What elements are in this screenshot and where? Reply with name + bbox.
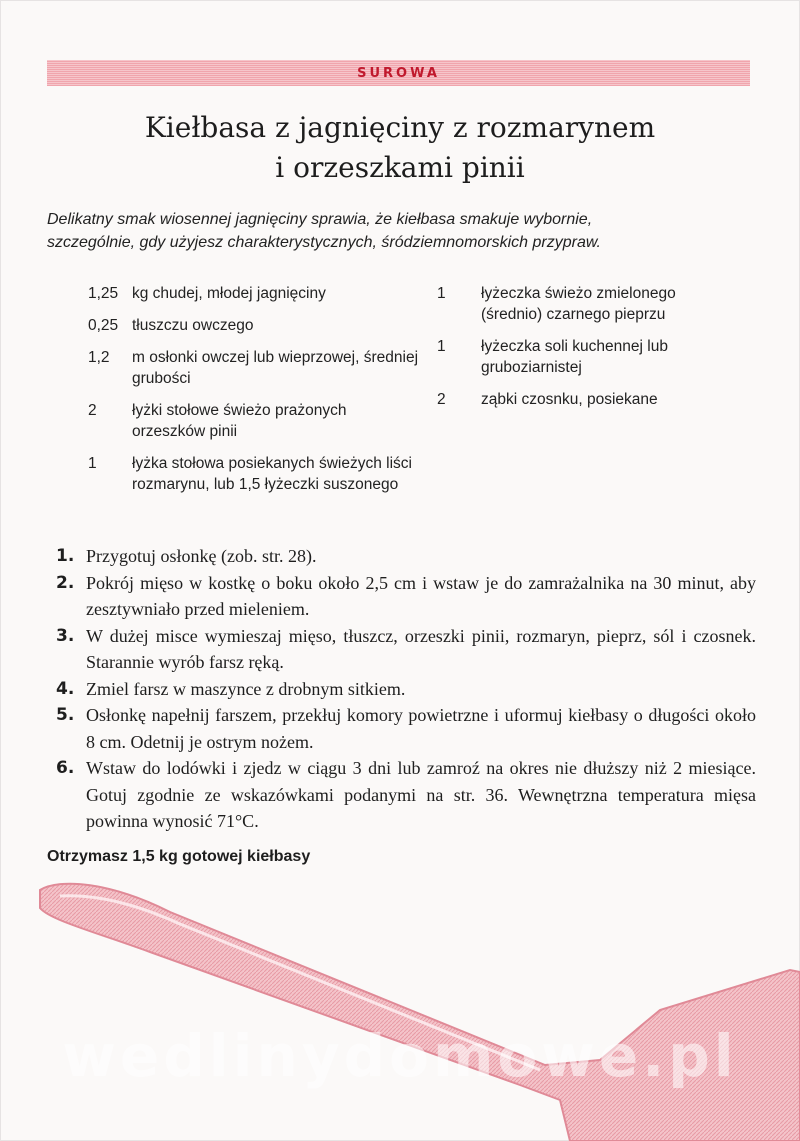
- ingredient-item: [437, 336, 737, 378]
- step-number: 1.: [56, 546, 75, 566]
- step-number: 3.: [56, 625, 75, 646]
- ingredient-qty: 2: [88, 402, 97, 419]
- ingredient-qty: 1,2: [88, 349, 110, 366]
- ingredient-item: [88, 283, 418, 304]
- step-text: Wstaw do lodówki i zjedz w ciągu 3 dni lub zamroź na okres nie dłuższy niż 2 miesiące. Gotuj zgodnie ze wskazówkami podanymi na str. 36. Wewnętrzna temperatura mięsa powinna wynosić 71°C.: [86, 758, 756, 831]
- step-item: [56, 543, 756, 570]
- step-item: [56, 755, 756, 835]
- step-item: [56, 676, 756, 703]
- ingredient-text: kg chudej, młodej jagnięciny: [132, 285, 326, 302]
- step-text: Zmiel farsz w maszynce z drobnym sitkiem.: [86, 678, 406, 699]
- intro-line: szczególnie, gdy użyjesz charakterystycznych, śródziemnomorskich przypraw.: [47, 234, 601, 251]
- ingredient-text: ząbki czosnku, posiekane: [481, 391, 658, 408]
- step-text: Przygotuj osłonkę (zob. str. 28).: [86, 546, 317, 566]
- ingredient-qty: 1: [437, 285, 446, 302]
- step-item: [56, 623, 756, 676]
- ingredient-item: [88, 453, 418, 495]
- step-number: 5.: [56, 705, 75, 725]
- ingredient-item: [437, 283, 737, 325]
- title-line: Kiełbasa z jagnięciny z rozmarynem: [144, 111, 656, 144]
- ingredient-text: łyżka stołowa posiekanych świeżych liści rozmarynu, lub 1,5 łyżeczki suszonego: [132, 455, 412, 493]
- title-line: i orzeszkami pinii: [275, 151, 525, 184]
- recipe-yield: Otrzymasz 1,5 kg gotowej kiełbasy: [47, 848, 311, 865]
- ingredient-text: tłuszczu owczego: [132, 317, 254, 334]
- ingredients-left-column: [88, 283, 418, 506]
- step-number: 2.: [56, 572, 75, 593]
- ingredient-qty: 0,25: [88, 317, 119, 334]
- ingredients-right-column: [437, 283, 737, 421]
- ingredient-text: m osłonki owczej lub wieprzowej, średniej grubości: [132, 349, 419, 387]
- ingredient-qty: 2: [437, 391, 446, 408]
- recipe-intro: [47, 208, 753, 254]
- ingredient-item: [88, 315, 418, 336]
- step-text: Pokrój mięso w kostkę o boku około 2,5 cm i wstaw je do zamrażalnika na 30 minut, aby zesztywniało przed mieleniem.: [86, 572, 756, 619]
- intro-line: Delikatny smak wiosennej jagnięciny sprawia, że kiełbasa smakuje wybornie,: [47, 211, 593, 228]
- step-number: 4.: [56, 678, 75, 699]
- recipe-title: [40, 108, 760, 188]
- ingredient-text: łyżeczka soli kuchennej lub gruboziarnistej: [481, 338, 668, 376]
- step-number: 6.: [56, 758, 75, 778]
- ingredient-text: łyżki stołowe świeżo prażonych orzeszków pinii: [132, 402, 347, 440]
- step-text: Osłonkę napełnij farszem, przekłuj komory powietrzne i uformuj kiełbasy o długości około 8 cm. Odetnij je ostrym nożem.: [86, 705, 756, 752]
- spatula-icon: [0, 860, 800, 1141]
- ingredient-item: [88, 347, 418, 389]
- ingredient-qty: 1: [437, 338, 446, 355]
- ingredient-item: [88, 400, 418, 442]
- ingredient-item: [437, 389, 737, 410]
- category-banner: [47, 60, 750, 86]
- watermark: wedlinydomowe.pl: [62, 1022, 738, 1090]
- ingredient-qty: 1: [88, 455, 97, 472]
- preparation-steps: [56, 543, 756, 835]
- ingredient-text: łyżeczka świeżo zmielonego (średnio) czarnego pieprzu: [481, 285, 676, 323]
- step-text: W dużej misce wymieszaj mięso, tłuszcz, orzeszki pinii, rozmaryn, pieprz, sól i czosnek. Starannie wyrób farsz ręką.: [86, 625, 756, 672]
- step-item: [56, 702, 756, 755]
- step-item: [56, 570, 756, 623]
- category-label: SUROWA: [357, 65, 440, 81]
- ingredient-qty: 1,25: [88, 285, 119, 302]
